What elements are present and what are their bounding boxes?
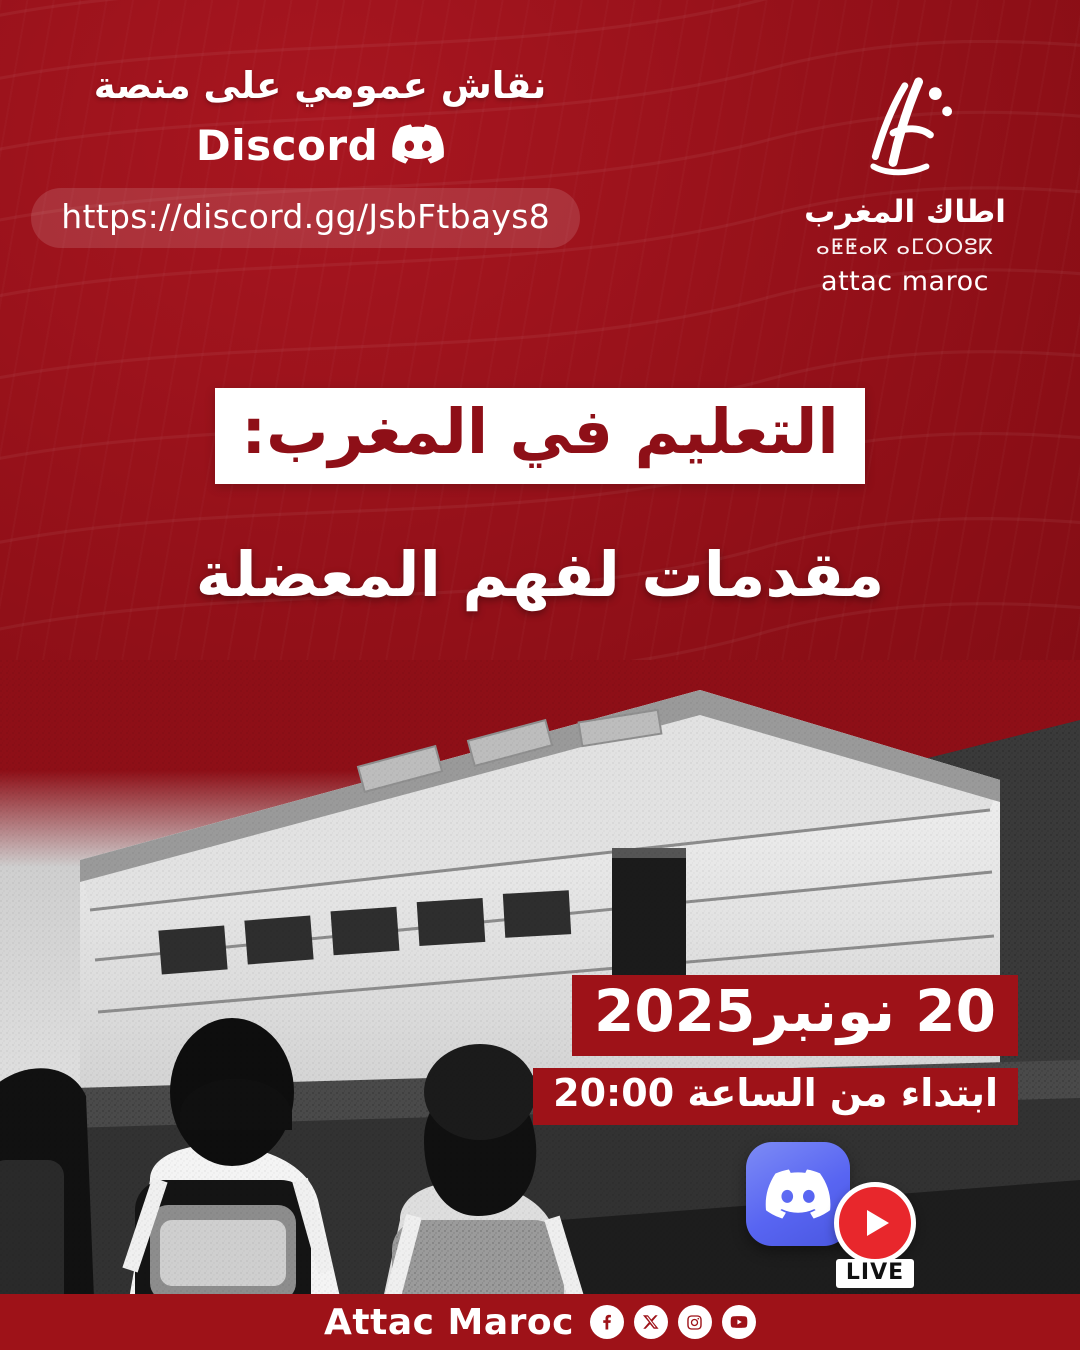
x-twitter-icon[interactable] — [634, 1305, 668, 1339]
organization-name: Attac Maroc — [324, 1301, 574, 1343]
attac-maroc-logo — [790, 72, 1020, 297]
youtube-icon[interactable] — [722, 1305, 756, 1339]
event-datetime-block — [533, 975, 1018, 1125]
attac-logo-mark — [836, 72, 974, 190]
logo-arabic-name: اطاك المغرب — [804, 194, 1006, 230]
poster-subtitle: مقدمات لفهم المعضلة — [195, 537, 885, 611]
facebook-icon[interactable] — [590, 1305, 624, 1339]
discord-promo — [60, 64, 580, 248]
play-icon — [834, 1182, 916, 1264]
discord-invite-text: نقاش عمومي على منصة — [93, 64, 547, 107]
live-play-badge — [826, 1182, 924, 1288]
poster-footer — [0, 1294, 1080, 1350]
discord-brand — [60, 121, 580, 170]
logo-latin-name: attac maroc — [821, 266, 989, 297]
live-stream-badge — [740, 1142, 920, 1285]
poster-header — [0, 54, 1080, 297]
discord-brand-label: Discord — [195, 121, 379, 170]
social-links — [590, 1305, 756, 1339]
live-label: LIVE — [836, 1259, 914, 1288]
discord-icon — [392, 124, 444, 168]
event-date: 20 نونبر2025 — [572, 975, 1018, 1056]
discord-invite-url[interactable]: https://discord.gg/JsbFtbays8 — [31, 188, 580, 248]
event-time: ابتداء من الساعة 20:00 — [533, 1068, 1018, 1125]
logo-tifinagh-name: ⴰⵟⵟⴰⴽ ⴰⵎⵔⵔⵓⴽ — [816, 235, 994, 259]
poster-title: التعليم في المغرب: — [215, 388, 864, 484]
instagram-icon[interactable] — [678, 1305, 712, 1339]
poster-title-block — [0, 388, 1080, 611]
